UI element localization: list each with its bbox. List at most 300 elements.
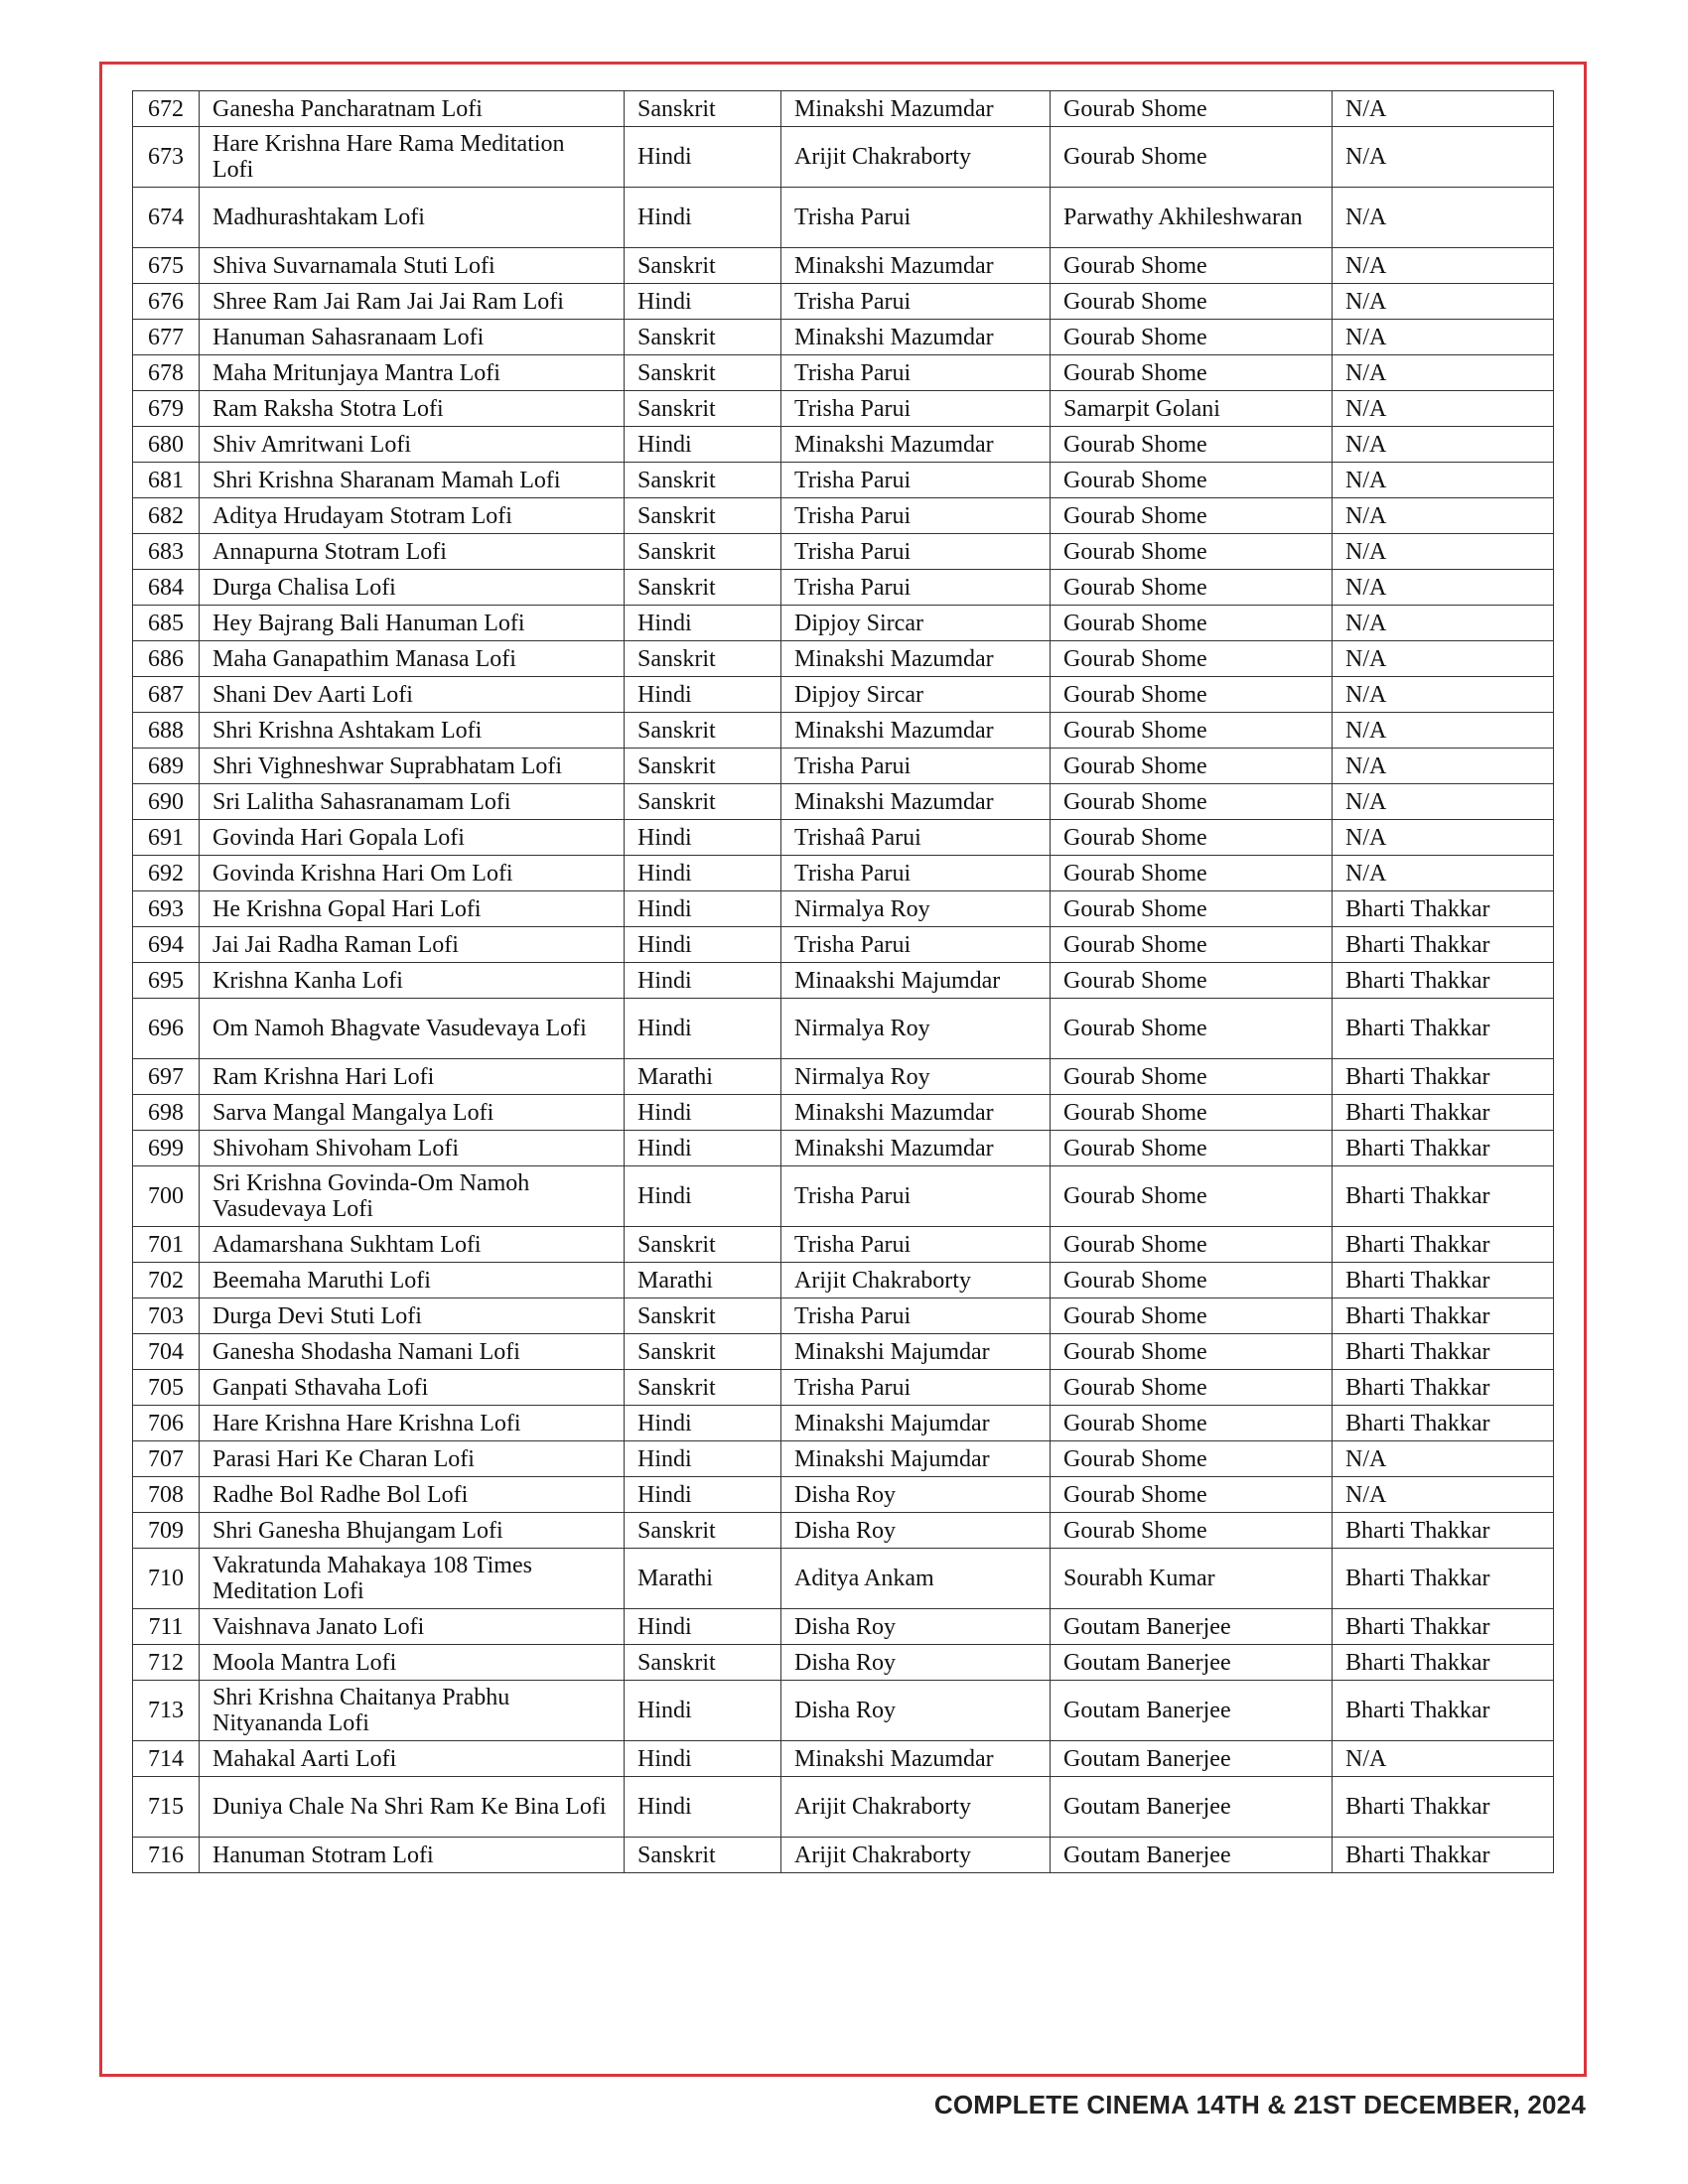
- title-cell: Parasi Hari Ke Charan Lofi: [200, 1441, 625, 1477]
- serial-number-cell: 691: [133, 820, 200, 856]
- composer-cell: Gourab Shome: [1051, 498, 1333, 534]
- table-row: [133, 1441, 1554, 1477]
- serial-number-cell: 680: [133, 427, 200, 463]
- lyricist-cell: N/A: [1333, 713, 1554, 749]
- lyricist-cell: Bharti Thakkar: [1333, 1263, 1554, 1298]
- table-row: [133, 1131, 1554, 1166]
- publication-footer: COMPLETE CINEMA 14TH & 21ST DECEMBER, 2024: [933, 2090, 1586, 2119]
- table-row: [133, 891, 1554, 927]
- language-cell: Sanskrit: [625, 248, 781, 284]
- table-row: [133, 91, 1554, 127]
- singer-cell: Nirmalya Roy: [781, 891, 1051, 927]
- language-cell: Sanskrit: [625, 713, 781, 749]
- table-row: [133, 320, 1554, 355]
- singer-cell: Dipjoy Sircar: [781, 677, 1051, 713]
- language-cell: Hindi: [625, 188, 781, 248]
- title-cell: Shiva Suvarnamala Stuti Lofi: [200, 248, 625, 284]
- language-cell: Sanskrit: [625, 1513, 781, 1549]
- singer-cell: Trisha Parui: [781, 534, 1051, 570]
- language-cell: Sanskrit: [625, 463, 781, 498]
- lyricist-cell: Bharti Thakkar: [1333, 1609, 1554, 1645]
- language-cell: Hindi: [625, 1609, 781, 1645]
- lyricist-cell: Bharti Thakkar: [1333, 1370, 1554, 1406]
- language-cell: Marathi: [625, 1059, 781, 1095]
- singer-cell: Trisha Parui: [781, 391, 1051, 427]
- composer-cell: Goutam Banerjee: [1051, 1645, 1333, 1681]
- serial-number-cell: 683: [133, 534, 200, 570]
- lyricist-cell: N/A: [1333, 498, 1554, 534]
- title-cell: Maha Ganapathim Manasa Lofi: [200, 641, 625, 677]
- title-cell: Madhurashtakam Lofi: [200, 188, 625, 248]
- singer-cell: Arijit Chakraborty: [781, 127, 1051, 188]
- serial-number-cell: 673: [133, 127, 200, 188]
- table-row: [133, 784, 1554, 820]
- title-cell: Ram Raksha Stotra Lofi: [200, 391, 625, 427]
- language-cell: Marathi: [625, 1549, 781, 1609]
- lyricist-cell: Bharti Thakkar: [1333, 1334, 1554, 1370]
- language-cell: Hindi: [625, 284, 781, 320]
- singer-cell: Minakshi Mazumdar: [781, 641, 1051, 677]
- singer-cell: Trisha Parui: [781, 1370, 1051, 1406]
- singer-cell: Minakshi Mazumdar: [781, 91, 1051, 127]
- table-row: [133, 641, 1554, 677]
- title-cell: Annapurna Stotram Lofi: [200, 534, 625, 570]
- serial-number-cell: 684: [133, 570, 200, 606]
- language-cell: Hindi: [625, 1406, 781, 1441]
- composer-cell: Gourab Shome: [1051, 641, 1333, 677]
- table-row: [133, 1513, 1554, 1549]
- singer-cell: Arijit Chakraborty: [781, 1838, 1051, 1873]
- lyricist-cell: N/A: [1333, 427, 1554, 463]
- title-cell: Shree Ram Jai Ram Jai Jai Ram Lofi: [200, 284, 625, 320]
- serial-number-cell: 703: [133, 1298, 200, 1334]
- title-cell: Sarva Mangal Mangalya Lofi: [200, 1095, 625, 1131]
- title-cell: Shri Krishna Sharanam Mamah Lofi: [200, 463, 625, 498]
- lyricist-cell: Bharti Thakkar: [1333, 1298, 1554, 1334]
- language-cell: Hindi: [625, 1441, 781, 1477]
- serial-number-cell: 678: [133, 355, 200, 391]
- serial-number-cell: 697: [133, 1059, 200, 1095]
- composer-cell: Goutam Banerjee: [1051, 1741, 1333, 1777]
- composer-cell: Gourab Shome: [1051, 677, 1333, 713]
- records-table: [132, 90, 1554, 1873]
- title-cell: Shri Vighneshwar Suprabhatam Lofi: [200, 749, 625, 784]
- singer-cell: Minakshi Mazumdar: [781, 1741, 1051, 1777]
- table-row: [133, 127, 1554, 188]
- composer-cell: Gourab Shome: [1051, 856, 1333, 891]
- composer-cell: Gourab Shome: [1051, 463, 1333, 498]
- serial-number-cell: 702: [133, 1263, 200, 1298]
- singer-cell: Trisha Parui: [781, 188, 1051, 248]
- singer-cell: Trisha Parui: [781, 284, 1051, 320]
- lyricist-cell: Bharti Thakkar: [1333, 1549, 1554, 1609]
- title-cell: Govinda Krishna Hari Om Lofi: [200, 856, 625, 891]
- title-cell: Hanuman Sahasranaam Lofi: [200, 320, 625, 355]
- language-cell: Hindi: [625, 891, 781, 927]
- singer-cell: Trisha Parui: [781, 463, 1051, 498]
- language-cell: Marathi: [625, 1263, 781, 1298]
- lyricist-cell: Bharti Thakkar: [1333, 1681, 1554, 1741]
- composer-cell: Sourabh Kumar: [1051, 1549, 1333, 1609]
- singer-cell: Minakshi Mazumdar: [781, 248, 1051, 284]
- title-cell: Govinda Hari Gopala Lofi: [200, 820, 625, 856]
- language-cell: Sanskrit: [625, 534, 781, 570]
- singer-cell: Arijit Chakraborty: [781, 1777, 1051, 1838]
- table-row: [133, 1645, 1554, 1681]
- title-cell: Hare Krishna Hare Rama Meditation Lofi: [200, 127, 625, 188]
- serial-number-cell: 675: [133, 248, 200, 284]
- serial-number-cell: 677: [133, 320, 200, 355]
- table-row: [133, 1838, 1554, 1873]
- singer-cell: Aditya Ankam: [781, 1549, 1051, 1609]
- singer-cell: Minakshi Mazumdar: [781, 320, 1051, 355]
- language-cell: Sanskrit: [625, 320, 781, 355]
- composer-cell: Gourab Shome: [1051, 891, 1333, 927]
- title-cell: Durga Chalisa Lofi: [200, 570, 625, 606]
- language-cell: Hindi: [625, 127, 781, 188]
- singer-cell: Trisha Parui: [781, 856, 1051, 891]
- serial-number-cell: 674: [133, 188, 200, 248]
- composer-cell: Gourab Shome: [1051, 1298, 1333, 1334]
- language-cell: Sanskrit: [625, 570, 781, 606]
- composer-cell: Goutam Banerjee: [1051, 1838, 1333, 1873]
- language-cell: Hindi: [625, 963, 781, 999]
- composer-cell: Gourab Shome: [1051, 1513, 1333, 1549]
- lyricist-cell: N/A: [1333, 1477, 1554, 1513]
- lyricist-cell: N/A: [1333, 570, 1554, 606]
- serial-number-cell: 672: [133, 91, 200, 127]
- title-cell: Shri Krishna Chaitanya Prabhu Nityananda Lofi: [200, 1681, 625, 1741]
- language-cell: Sanskrit: [625, 498, 781, 534]
- title-cell: Shri Krishna Ashtakam Lofi: [200, 713, 625, 749]
- serial-number-cell: 709: [133, 1513, 200, 1549]
- composer-cell: Gourab Shome: [1051, 91, 1333, 127]
- title-cell: Sri Krishna Govinda-Om Namoh Vasudevaya Lofi: [200, 1166, 625, 1227]
- language-cell: Sanskrit: [625, 91, 781, 127]
- table-row: [133, 1477, 1554, 1513]
- language-cell: Hindi: [625, 927, 781, 963]
- singer-cell: Trisha Parui: [781, 1227, 1051, 1263]
- singer-cell: Trisha Parui: [781, 1298, 1051, 1334]
- title-cell: Radhe Bol Radhe Bol Lofi: [200, 1477, 625, 1513]
- title-cell: Beemaha Maruthi Lofi: [200, 1263, 625, 1298]
- singer-cell: Trisha Parui: [781, 355, 1051, 391]
- composer-cell: Goutam Banerjee: [1051, 1777, 1333, 1838]
- composer-cell: Gourab Shome: [1051, 999, 1333, 1059]
- table-row: [133, 1334, 1554, 1370]
- language-cell: Sanskrit: [625, 1298, 781, 1334]
- title-cell: Ganesha Shodasha Namani Lofi: [200, 1334, 625, 1370]
- lyricist-cell: Bharti Thakkar: [1333, 1777, 1554, 1838]
- title-cell: Ganesha Pancharatnam Lofi: [200, 91, 625, 127]
- title-cell: Shri Ganesha Bhujangam Lofi: [200, 1513, 625, 1549]
- title-cell: Ram Krishna Hari Lofi: [200, 1059, 625, 1095]
- table-row: [133, 1059, 1554, 1095]
- serial-number-cell: 706: [133, 1406, 200, 1441]
- lyricist-cell: Bharti Thakkar: [1333, 1838, 1554, 1873]
- serial-number-cell: 694: [133, 927, 200, 963]
- language-cell: Hindi: [625, 820, 781, 856]
- lyricist-cell: N/A: [1333, 784, 1554, 820]
- language-cell: Hindi: [625, 1166, 781, 1227]
- title-cell: Durga Devi Stuti Lofi: [200, 1298, 625, 1334]
- serial-number-cell: 715: [133, 1777, 200, 1838]
- language-cell: Sanskrit: [625, 749, 781, 784]
- singer-cell: Dipjoy Sircar: [781, 606, 1051, 641]
- composer-cell: Gourab Shome: [1051, 320, 1333, 355]
- language-cell: Hindi: [625, 999, 781, 1059]
- singer-cell: Minakshi Mazumdar: [781, 427, 1051, 463]
- table-row: [133, 999, 1554, 1059]
- composer-cell: Gourab Shome: [1051, 1131, 1333, 1166]
- language-cell: Sanskrit: [625, 1334, 781, 1370]
- table-row: [133, 1406, 1554, 1441]
- table-row: [133, 1549, 1554, 1609]
- serial-number-cell: 686: [133, 641, 200, 677]
- lyricist-cell: N/A: [1333, 284, 1554, 320]
- lyricist-cell: Bharti Thakkar: [1333, 1406, 1554, 1441]
- table-row: [133, 1298, 1554, 1334]
- composer-cell: Gourab Shome: [1051, 1370, 1333, 1406]
- composer-cell: Gourab Shome: [1051, 1095, 1333, 1131]
- lyricist-cell: Bharti Thakkar: [1333, 999, 1554, 1059]
- singer-cell: Minakshi Majumdar: [781, 1406, 1051, 1441]
- serial-number-cell: 698: [133, 1095, 200, 1131]
- serial-number-cell: 713: [133, 1681, 200, 1741]
- serial-number-cell: 699: [133, 1131, 200, 1166]
- serial-number-cell: 690: [133, 784, 200, 820]
- title-cell: Hare Krishna Hare Krishna Lofi: [200, 1406, 625, 1441]
- title-cell: Adamarshana Sukhtam Lofi: [200, 1227, 625, 1263]
- composer-cell: Gourab Shome: [1051, 248, 1333, 284]
- lyricist-cell: N/A: [1333, 641, 1554, 677]
- title-cell: Shivoham Shivoham Lofi: [200, 1131, 625, 1166]
- table-row: [133, 248, 1554, 284]
- title-cell: Shani Dev Aarti Lofi: [200, 677, 625, 713]
- composer-cell: Gourab Shome: [1051, 1263, 1333, 1298]
- composer-cell: Goutam Banerjee: [1051, 1609, 1333, 1645]
- composer-cell: Parwathy Akhileshwaran: [1051, 188, 1333, 248]
- language-cell: Hindi: [625, 1681, 781, 1741]
- lyricist-cell: N/A: [1333, 91, 1554, 127]
- table-row: [133, 391, 1554, 427]
- table-row: [133, 1263, 1554, 1298]
- composer-cell: Gourab Shome: [1051, 534, 1333, 570]
- lyricist-cell: N/A: [1333, 749, 1554, 784]
- title-cell: Duniya Chale Na Shri Ram Ke Bina Lofi: [200, 1777, 625, 1838]
- singer-cell: Trisha Parui: [781, 498, 1051, 534]
- serial-number-cell: 681: [133, 463, 200, 498]
- title-cell: Ganpati Sthavaha Lofi: [200, 1370, 625, 1406]
- composer-cell: Gourab Shome: [1051, 1059, 1333, 1095]
- lyricist-cell: Bharti Thakkar: [1333, 1166, 1554, 1227]
- table-row: [133, 498, 1554, 534]
- singer-cell: Trisha Parui: [781, 927, 1051, 963]
- serial-number-cell: 714: [133, 1741, 200, 1777]
- language-cell: Hindi: [625, 1777, 781, 1838]
- table-row: [133, 188, 1554, 248]
- singer-cell: Disha Roy: [781, 1681, 1051, 1741]
- language-cell: Sanskrit: [625, 1370, 781, 1406]
- table-row: [133, 927, 1554, 963]
- singer-cell: Disha Roy: [781, 1609, 1051, 1645]
- language-cell: Sanskrit: [625, 641, 781, 677]
- serial-number-cell: 701: [133, 1227, 200, 1263]
- singer-cell: Disha Roy: [781, 1645, 1051, 1681]
- table-row: [133, 570, 1554, 606]
- singer-cell: Minakshi Majumdar: [781, 1334, 1051, 1370]
- title-cell: Jai Jai Radha Raman Lofi: [200, 927, 625, 963]
- singer-cell: Nirmalya Roy: [781, 999, 1051, 1059]
- serial-number-cell: 685: [133, 606, 200, 641]
- table-row: [133, 606, 1554, 641]
- table-row: [133, 427, 1554, 463]
- table-row: [133, 463, 1554, 498]
- composer-cell: Gourab Shome: [1051, 1441, 1333, 1477]
- table-row: [133, 534, 1554, 570]
- table-row: [133, 1227, 1554, 1263]
- title-cell: Mahakal Aarti Lofi: [200, 1741, 625, 1777]
- lyricist-cell: N/A: [1333, 856, 1554, 891]
- lyricist-cell: Bharti Thakkar: [1333, 963, 1554, 999]
- table-row: [133, 856, 1554, 891]
- lyricist-cell: Bharti Thakkar: [1333, 1645, 1554, 1681]
- singer-cell: Minakshi Mazumdar: [781, 1095, 1051, 1131]
- lyricist-cell: Bharti Thakkar: [1333, 1131, 1554, 1166]
- serial-number-cell: 700: [133, 1166, 200, 1227]
- singer-cell: Trisha Parui: [781, 570, 1051, 606]
- serial-number-cell: 688: [133, 713, 200, 749]
- table-row: [133, 1777, 1554, 1838]
- composer-cell: Gourab Shome: [1051, 749, 1333, 784]
- composer-cell: Gourab Shome: [1051, 1166, 1333, 1227]
- composer-cell: Gourab Shome: [1051, 284, 1333, 320]
- singer-cell: Minakshi Mazumdar: [781, 784, 1051, 820]
- lyricist-cell: N/A: [1333, 320, 1554, 355]
- lyricist-cell: N/A: [1333, 534, 1554, 570]
- serial-number-cell: 679: [133, 391, 200, 427]
- lyricist-cell: N/A: [1333, 355, 1554, 391]
- singer-cell: Nirmalya Roy: [781, 1059, 1051, 1095]
- language-cell: Sanskrit: [625, 1838, 781, 1873]
- serial-number-cell: 707: [133, 1441, 200, 1477]
- table-row: [133, 284, 1554, 320]
- records-table-body: [133, 91, 1554, 1873]
- language-cell: Sanskrit: [625, 391, 781, 427]
- language-cell: Sanskrit: [625, 1645, 781, 1681]
- serial-number-cell: 696: [133, 999, 200, 1059]
- singer-cell: Minakshi Mazumdar: [781, 713, 1051, 749]
- table-row: [133, 1095, 1554, 1131]
- lyricist-cell: N/A: [1333, 606, 1554, 641]
- serial-number-cell: 710: [133, 1549, 200, 1609]
- language-cell: Hindi: [625, 606, 781, 641]
- lyricist-cell: Bharti Thakkar: [1333, 1227, 1554, 1263]
- singer-cell: Trisha Parui: [781, 1166, 1051, 1227]
- title-cell: Maha Mritunjaya Mantra Lofi: [200, 355, 625, 391]
- composer-cell: Gourab Shome: [1051, 820, 1333, 856]
- composer-cell: Gourab Shome: [1051, 606, 1333, 641]
- language-cell: Hindi: [625, 1741, 781, 1777]
- serial-number-cell: 687: [133, 677, 200, 713]
- singer-cell: Arijit Chakraborty: [781, 1263, 1051, 1298]
- language-cell: Hindi: [625, 1131, 781, 1166]
- serial-number-cell: 708: [133, 1477, 200, 1513]
- lyricist-cell: N/A: [1333, 248, 1554, 284]
- lyricist-cell: Bharti Thakkar: [1333, 927, 1554, 963]
- table-row: [133, 1166, 1554, 1227]
- table-row: [133, 677, 1554, 713]
- lyricist-cell: Bharti Thakkar: [1333, 1513, 1554, 1549]
- singer-cell: Minaakshi Majumdar: [781, 963, 1051, 999]
- title-cell: Krishna Kanha Lofi: [200, 963, 625, 999]
- language-cell: Sanskrit: [625, 355, 781, 391]
- language-cell: Sanskrit: [625, 784, 781, 820]
- serial-number-cell: 712: [133, 1645, 200, 1681]
- serial-number-cell: 695: [133, 963, 200, 999]
- composer-cell: Goutam Banerjee: [1051, 1681, 1333, 1741]
- language-cell: Sanskrit: [625, 1227, 781, 1263]
- language-cell: Hindi: [625, 1095, 781, 1131]
- singer-cell: Trishaâ Parui: [781, 820, 1051, 856]
- singer-cell: Minakshi Majumdar: [781, 1441, 1051, 1477]
- table-row: [133, 1609, 1554, 1645]
- singer-cell: Disha Roy: [781, 1477, 1051, 1513]
- composer-cell: Gourab Shome: [1051, 1406, 1333, 1441]
- title-cell: Moola Mantra Lofi: [200, 1645, 625, 1681]
- lyricist-cell: N/A: [1333, 127, 1554, 188]
- language-cell: Hindi: [625, 677, 781, 713]
- lyricist-cell: Bharti Thakkar: [1333, 1059, 1554, 1095]
- composer-cell: Gourab Shome: [1051, 427, 1333, 463]
- singer-cell: Disha Roy: [781, 1513, 1051, 1549]
- serial-number-cell: 705: [133, 1370, 200, 1406]
- serial-number-cell: 689: [133, 749, 200, 784]
- lyricist-cell: N/A: [1333, 463, 1554, 498]
- title-cell: Sri Lalitha Sahasranamam Lofi: [200, 784, 625, 820]
- title-cell: Vaishnava Janato Lofi: [200, 1609, 625, 1645]
- composer-cell: Gourab Shome: [1051, 963, 1333, 999]
- table-row: [133, 749, 1554, 784]
- composer-cell: Gourab Shome: [1051, 1477, 1333, 1513]
- title-cell: Hanuman Stotram Lofi: [200, 1838, 625, 1873]
- serial-number-cell: 704: [133, 1334, 200, 1370]
- table-row: [133, 820, 1554, 856]
- serial-number-cell: 693: [133, 891, 200, 927]
- composer-cell: Gourab Shome: [1051, 127, 1333, 188]
- table-row: [133, 355, 1554, 391]
- language-cell: Hindi: [625, 427, 781, 463]
- serial-number-cell: 716: [133, 1838, 200, 1873]
- singer-cell: Trisha Parui: [781, 749, 1051, 784]
- language-cell: Hindi: [625, 856, 781, 891]
- serial-number-cell: 682: [133, 498, 200, 534]
- composer-cell: Gourab Shome: [1051, 570, 1333, 606]
- lyricist-cell: Bharti Thakkar: [1333, 1095, 1554, 1131]
- table-row: [133, 963, 1554, 999]
- lyricist-cell: N/A: [1333, 1741, 1554, 1777]
- composer-cell: Samarpit Golani: [1051, 391, 1333, 427]
- serial-number-cell: 711: [133, 1609, 200, 1645]
- lyricist-cell: Bharti Thakkar: [1333, 891, 1554, 927]
- lyricist-cell: N/A: [1333, 188, 1554, 248]
- title-cell: Aditya Hrudayam Stotram Lofi: [200, 498, 625, 534]
- composer-cell: Gourab Shome: [1051, 355, 1333, 391]
- title-cell: He Krishna Gopal Hari Lofi: [200, 891, 625, 927]
- serial-number-cell: 692: [133, 856, 200, 891]
- composer-cell: Gourab Shome: [1051, 1227, 1333, 1263]
- title-cell: Shiv Amritwani Lofi: [200, 427, 625, 463]
